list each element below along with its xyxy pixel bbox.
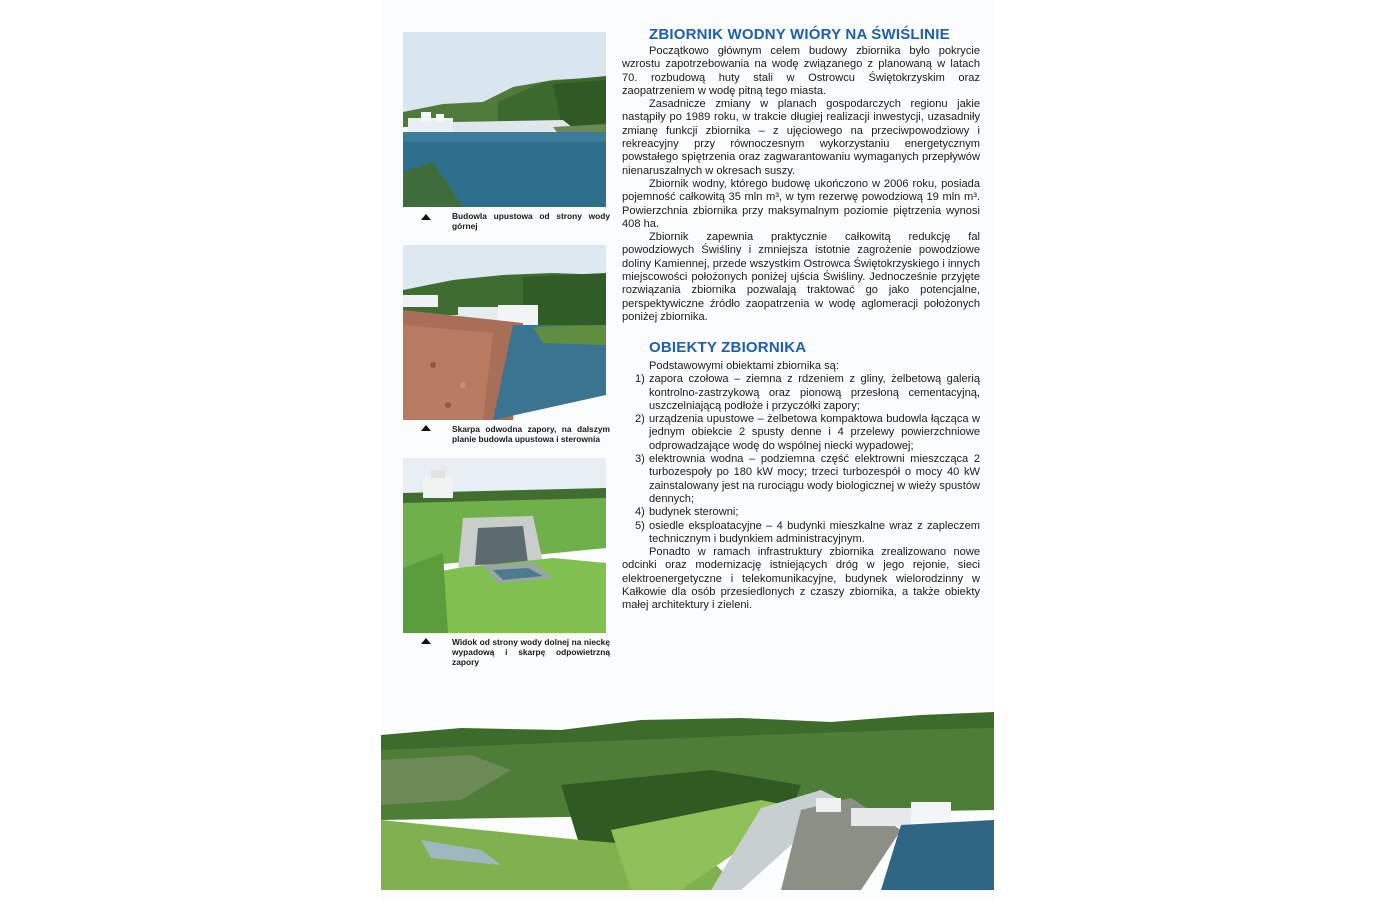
photo-dam-slope <box>403 245 606 420</box>
list-number: 3) <box>635 453 645 466</box>
section-reservoir-body <box>622 45 980 324</box>
photo-stilling-basin <box>403 458 606 633</box>
list-item-text: zapora czołowa – ziemna z rdzeniem z gliny, żelbetową galerią kontrolno-zastrzykową oraz pionową przesłoną cementacyjną, uszczelniającą podłoże i przyczółki zapory; <box>649 373 980 412</box>
photo2-caption: Skarpa odwodna zapory, na dalszym planie budowla upustowa i sterownia <box>452 424 610 444</box>
paragraph: Początkowo głównym celem budowy zbiornika było pokrycie wzrostu zapotrzebowania na wodę związanego z planowaną w latach 70. rozbudową huty stali w Ostrowcu Świętokrzyskim oraz zaopatrzeniem w wodę pitną tego miasta. <box>622 45 980 97</box>
list-intro: Podstawowymi obiektami zbiornika są: <box>649 360 839 372</box>
objects-list <box>622 373 980 546</box>
list-item-text: budynek sterowni; <box>649 506 739 519</box>
section-objects-body <box>622 360 980 613</box>
paragraph: Zbiornik wodny, którego budowę ukończono w 2006 roku, posiada pojemność całkowitą 35 mln m³, w tym rezerwę powodziową 19 mln m³. Powierzchnia zbiornika przy maksymalnym poziomie piętrzenia wynosi 408 ha. <box>622 177 980 230</box>
list-item-text: urządzenia upustowe – żelbetowa kompaktowa budowla łącząca w jednym obiekcie 2 spusty denne i 4 przelewy powierzchniowe odprowadzające wodę do wspólnej niecki wypadowej; <box>649 413 980 452</box>
section-heading-reservoir: ZBIORNIK WODNY WIÓRY NA ŚWIŚLINIE <box>649 26 950 43</box>
section-heading-objects: OBIEKTY ZBIORNIKA <box>649 339 807 356</box>
photo3-caption: Widok od strony wody dolnej na nieckę wypadową i skarpę odpowietrzną zapory <box>452 637 610 667</box>
caption-pointer-icon <box>421 638 431 644</box>
photo-panorama <box>381 690 994 890</box>
closing-paragraph: Ponadto w ramach infrastruktury zbiornika zrealizowano nowe odcinki oraz modernizację istniejących dróg w jego rejonie, sieci elektroenergetyczne i telekomunikacyjne, budynek wielorodzinny w Kałkowie dla osób przesiedlonych z czaszy zbiornika, a także obiekty małej architektury i zieleni. <box>622 546 980 612</box>
list-number: 4) <box>635 506 645 519</box>
list-number: 5) <box>635 519 645 532</box>
list-item <box>622 506 980 519</box>
list-number: 1) <box>635 373 645 386</box>
list-number: 2) <box>635 413 645 426</box>
photo1-caption: Budowla upustowa od strony wody górnej <box>452 211 610 231</box>
caption-pointer-icon <box>421 425 431 431</box>
list-item <box>622 373 980 413</box>
list-item <box>622 453 980 506</box>
list-item <box>622 520 980 547</box>
photo-spillway-upper-water <box>403 32 606 207</box>
paragraph: Zasadnicze zmiany w planach gospodarczych regionu jakie nastąpiły po 1989 roku, w trakcie długiej realizacji inwestycji, uzasadniły zmianę funkcji zbiornika – z ujęciowego na przeciwpowodziowy i rekreacyjny przy równoczesnym wykorzystaniu energetycznym powstałego spiętrzenia oraz zagwarantowaniu wymaganych przepływów nienaruszalnych w okresach suszy. <box>622 98 980 177</box>
paragraph: Zbiornik zapewnia praktycznie całkowitą redukcję fal powodziowych Świśliny i zmniejsza istotnie zagrożenie powodziowe doliny Kamiennej, przede wszystkim Ostrowca Świętokrzyskiego i innych miejscowości położonych poniżej ujścia Świśliny. Jednocześnie przyjęte rozwiązania zbiornika pozwalają traktować go jako potencjalne, perspektywiczne źródło zaopatrzenia w wodę aglomeracji położonych poniżej zbiornika. <box>622 231 980 323</box>
caption-pointer-icon <box>421 214 431 220</box>
list-item <box>622 413 980 453</box>
list-item-text: elektrownia wodna – podziemna część elektrowni mieszcząca 2 turbozespoły po 180 kW mocy; trzeci turbozespół o mocy 40 kW zainstalowany jest na rurociągu wody biologicznej w wieży spustów dennych; <box>649 453 980 505</box>
list-item-text: osiedle eksploatacyjne – 4 budynki mieszkalne wraz z zapleczem technicznym i budynkiem administracyjnym. <box>649 519 980 545</box>
